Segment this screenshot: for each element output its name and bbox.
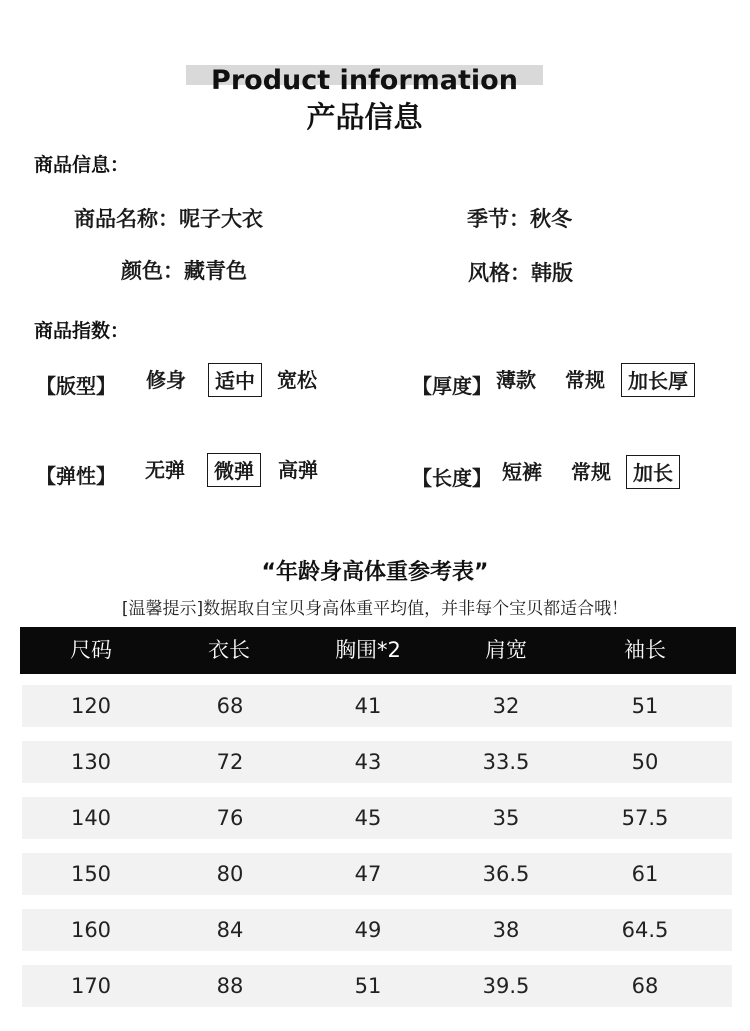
- thickness-option-thick-selected: 加长厚: [621, 363, 695, 397]
- cell-shoulder: 35: [492, 806, 520, 830]
- cell-length: 84: [216, 918, 244, 942]
- size-chart-note: [温馨提示]数据取自宝贝身高体重平均值，并非每个宝贝都适合哦！: [121, 599, 629, 619]
- column-header-chest: 胸围*2: [335, 638, 401, 662]
- size-table-header: [20, 627, 736, 674]
- size-chart-title: “年龄身高体重参考表”: [261, 560, 489, 585]
- elasticity-option-none: 无弹: [145, 458, 185, 482]
- fit-option-regular-selected: 适中: [208, 363, 262, 397]
- product-name: 商品名称：呢子大衣: [74, 207, 263, 231]
- fit-option-slim: 修身: [146, 368, 186, 392]
- page-title-en: Product information: [211, 65, 518, 96]
- cell-size: 150: [70, 862, 112, 886]
- cell-shoulder: 38: [492, 918, 520, 942]
- product-info-label: 商品信息：: [34, 154, 130, 176]
- page-title-zh: 产品信息: [306, 100, 423, 134]
- table-row: [22, 853, 732, 895]
- cell-size: 140: [70, 806, 112, 830]
- cell-sleeve: 68: [631, 974, 659, 998]
- cell-chest: 51: [354, 974, 382, 998]
- cell-length: 68: [216, 694, 244, 718]
- cell-chest: 45: [354, 806, 382, 830]
- column-header-length: 衣长: [208, 638, 250, 662]
- thickness-option-normal: 常规: [565, 368, 605, 392]
- cell-size: 170: [70, 974, 112, 998]
- cell-length: 76: [216, 806, 244, 830]
- column-header-size: 尺码: [70, 638, 112, 662]
- cell-chest: 41: [354, 694, 382, 718]
- cell-chest: 49: [354, 918, 382, 942]
- cell-size: 130: [70, 750, 112, 774]
- cell-shoulder: 32: [492, 694, 520, 718]
- cell-sleeve: 57.5: [621, 806, 669, 830]
- column-header-shoulder: 肩宽: [485, 638, 527, 662]
- product-season: 季节：秋冬: [467, 207, 572, 231]
- product-color: 颜色：藏青色: [121, 259, 247, 283]
- elasticity-option-high: 高弹: [278, 458, 318, 482]
- table-row: [22, 909, 732, 951]
- cell-length: 80: [216, 862, 244, 886]
- table-row: [22, 741, 732, 783]
- cell-length: 88: [216, 974, 244, 998]
- cell-sleeve: 50: [631, 750, 659, 774]
- cell-size: 120: [70, 694, 112, 718]
- product-index-label: 商品指数：: [34, 320, 130, 342]
- cell-shoulder: 36.5: [482, 862, 530, 886]
- length-label: 【长度】: [412, 466, 492, 490]
- cell-shoulder: 33.5: [482, 750, 530, 774]
- cell-sleeve: 51: [631, 694, 659, 718]
- cell-shoulder: 39.5: [482, 974, 530, 998]
- fit-option-loose: 宽松: [277, 368, 317, 392]
- length-option-short: 短裤: [502, 460, 542, 484]
- elasticity-option-slight-selected: 微弹: [207, 453, 261, 487]
- cell-size: 160: [70, 918, 112, 942]
- column-header-sleeve: 袖长: [624, 638, 666, 662]
- cell-chest: 47: [354, 862, 382, 886]
- length-option-long-selected: 加长: [626, 455, 680, 489]
- thickness-label: 【厚度】: [412, 374, 492, 398]
- cell-chest: 43: [354, 750, 382, 774]
- table-row: [22, 685, 732, 727]
- table-row: [22, 965, 732, 1007]
- product-style: 风格：韩版: [468, 261, 573, 285]
- cell-sleeve: 64.5: [621, 918, 669, 942]
- cell-length: 72: [216, 750, 244, 774]
- fit-label: 【版型】: [36, 374, 116, 398]
- thickness-option-thin: 薄款: [496, 368, 536, 392]
- cell-sleeve: 61: [631, 862, 659, 886]
- table-row: [22, 797, 732, 839]
- elasticity-label: 【弹性】: [36, 464, 116, 488]
- length-option-normal: 常规: [571, 460, 611, 484]
